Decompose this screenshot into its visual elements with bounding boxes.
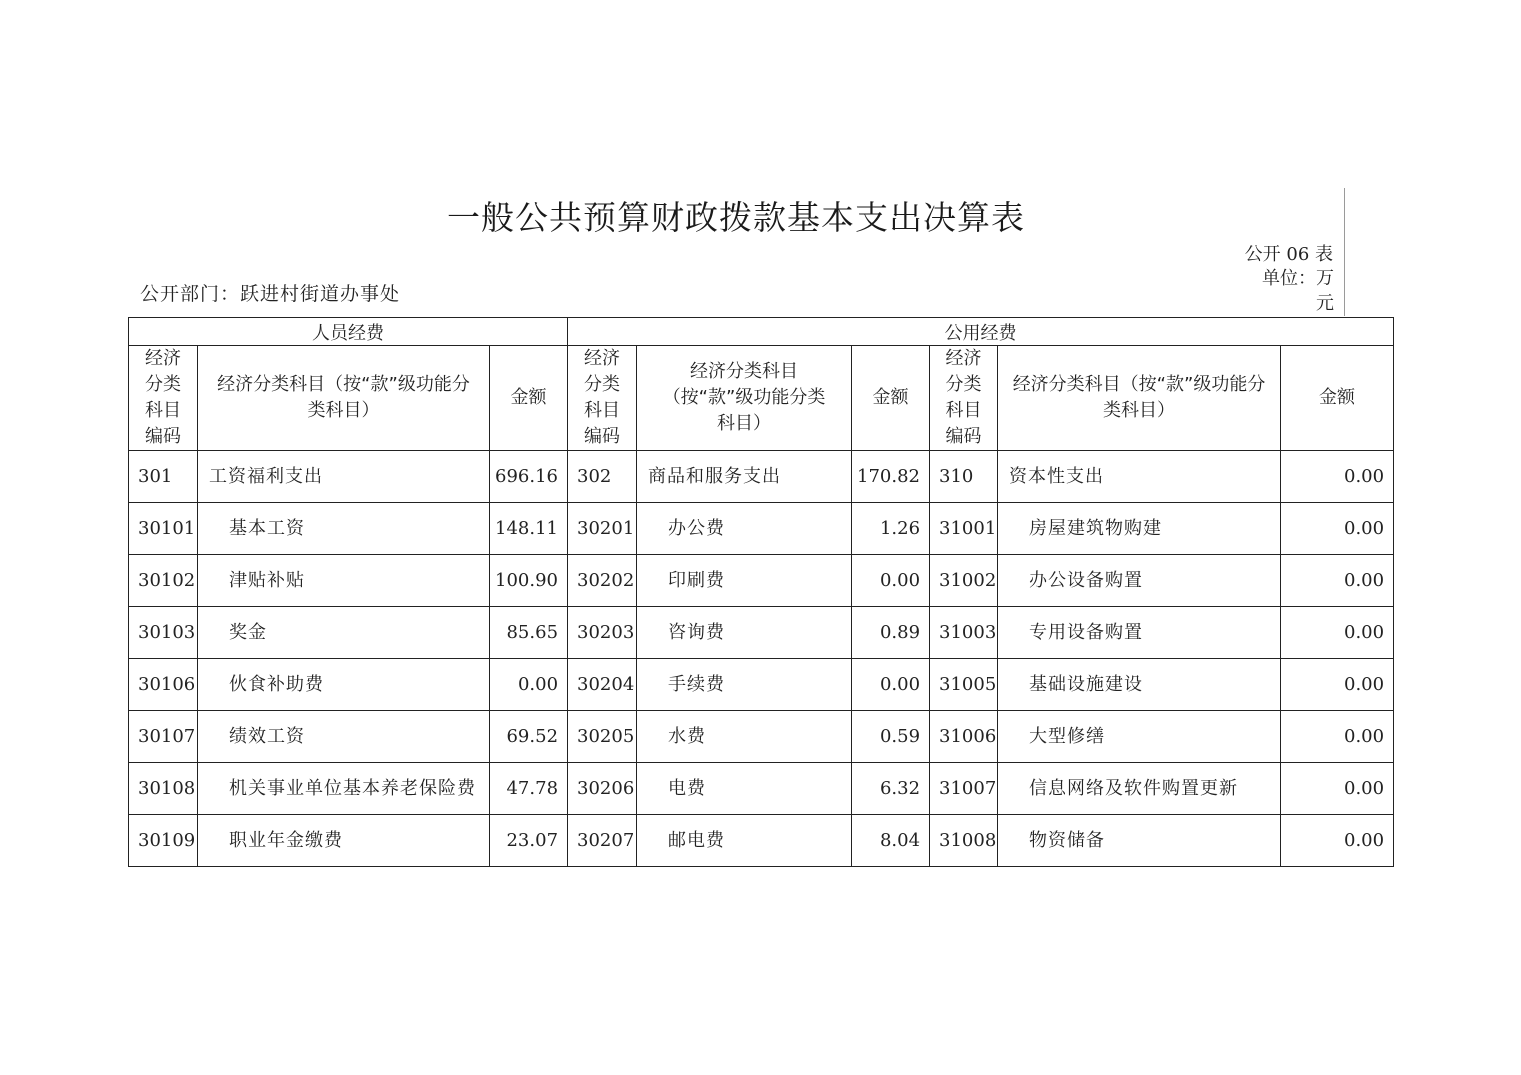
g-code-cell: 30207 (568, 815, 637, 867)
p-code-cell: 301 (129, 451, 198, 503)
c-code-cell: 31003 (930, 607, 998, 659)
g-name-cell: 办公费 (637, 503, 852, 555)
table-row (129, 607, 1394, 659)
p-code-cell: 30109 (129, 815, 198, 867)
p-code-cell: 30101 (129, 503, 198, 555)
page-border-line (1344, 188, 1345, 316)
g-amt-cell: 0.59 (852, 711, 930, 763)
p-amt-cell: 100.90 (490, 555, 568, 607)
p-code-cell: 30102 (129, 555, 198, 607)
table-row (129, 503, 1394, 555)
header-amount: 金额 (490, 346, 568, 451)
p-code-cell: 30106 (129, 659, 198, 711)
c-name-cell: 专用设备购置 (998, 607, 1281, 659)
unit-label: 单位：万元 (1262, 268, 1334, 314)
p-amt-cell: 148.11 (490, 503, 568, 555)
page-title: 一般公共预算财政拨款基本支出决算表 (447, 198, 1025, 237)
p-amt-cell: 69.52 (490, 711, 568, 763)
c-name-cell: 办公设备购置 (998, 555, 1281, 607)
section-public: 公用经费 (568, 318, 1394, 346)
p-amt-cell: 0.00 (490, 659, 568, 711)
g-name-cell: 商品和服务支出 (637, 451, 852, 503)
c-amt-cell: 0.00 (1281, 503, 1394, 555)
p-amt-cell: 47.78 (490, 763, 568, 815)
g-code-cell: 30201 (568, 503, 637, 555)
c-code-cell: 31006 (930, 711, 998, 763)
header-code: 经济分类科目编码 (568, 346, 637, 451)
section-personnel: 人员经费 (129, 318, 568, 346)
g-code-cell: 30203 (568, 607, 637, 659)
g-amt-cell: 6.32 (852, 763, 930, 815)
p-amt-cell: 85.65 (490, 607, 568, 659)
c-amt-cell: 0.00 (1281, 555, 1394, 607)
g-amt-cell: 0.89 (852, 607, 930, 659)
table-row (129, 451, 1394, 503)
p-code-cell: 30108 (129, 763, 198, 815)
g-name-cell: 电费 (637, 763, 852, 815)
p-name-cell: 机关事业单位基本养老保险费 (198, 763, 490, 815)
p-name-cell: 绩效工资 (198, 711, 490, 763)
p-name-cell: 伙食补助费 (198, 659, 490, 711)
c-name-cell: 大型修缮 (998, 711, 1281, 763)
c-code-cell: 31002 (930, 555, 998, 607)
c-amt-cell: 0.00 (1281, 451, 1394, 503)
p-code-cell: 30103 (129, 607, 198, 659)
p-name-cell: 基本工资 (198, 503, 490, 555)
g-code-cell: 30205 (568, 711, 637, 763)
g-amt-cell: 8.04 (852, 815, 930, 867)
table-row (129, 763, 1394, 815)
header-amount: 金额 (1281, 346, 1394, 451)
g-amt-cell: 0.00 (852, 659, 930, 711)
g-amt-cell: 170.82 (852, 451, 930, 503)
expenditure-table (128, 317, 1394, 867)
c-code-cell: 31007 (930, 763, 998, 815)
table-row (129, 711, 1394, 763)
g-amt-cell: 0.00 (852, 555, 930, 607)
g-name-cell: 水费 (637, 711, 852, 763)
c-code-cell: 31001 (930, 503, 998, 555)
p-amt-cell: 696.16 (490, 451, 568, 503)
p-name-cell: 奖金 (198, 607, 490, 659)
c-amt-cell: 0.00 (1281, 763, 1394, 815)
table-row (129, 815, 1394, 867)
c-amt-cell: 0.00 (1281, 659, 1394, 711)
c-amt-cell: 0.00 (1281, 607, 1394, 659)
table-row (129, 555, 1394, 607)
p-name-cell: 津贴补贴 (198, 555, 490, 607)
g-code-cell: 30206 (568, 763, 637, 815)
p-name-cell: 工资福利支出 (198, 451, 490, 503)
c-name-cell: 信息网络及软件购置更新 (998, 763, 1281, 815)
header-name: 经济分类科目（按“款”级功能分类科目） (998, 346, 1281, 451)
header-name: 经济分类科目（按“款”级功能分类科目） (637, 346, 852, 451)
header-code: 经济分类科目编码 (930, 346, 998, 451)
c-code-cell: 310 (930, 451, 998, 503)
p-name-cell: 职业年金缴费 (198, 815, 490, 867)
c-name-cell: 基础设施建设 (998, 659, 1281, 711)
c-name-cell: 资本性支出 (998, 451, 1281, 503)
g-name-cell: 咨询费 (637, 607, 852, 659)
g-name-cell: 手续费 (637, 659, 852, 711)
g-name-cell: 邮电费 (637, 815, 852, 867)
header-amount: 金额 (852, 346, 930, 451)
c-amt-cell: 0.00 (1281, 711, 1394, 763)
header-name: 经济分类科目（按“款”级功能分类科目） (198, 346, 490, 451)
g-code-cell: 30204 (568, 659, 637, 711)
g-code-cell: 30202 (568, 555, 637, 607)
header-code: 经济分类科目编码 (129, 346, 198, 451)
department-label: 公开部门：跃进村街道办事处 (140, 283, 401, 305)
g-name-cell: 印刷费 (637, 555, 852, 607)
g-amt-cell: 1.26 (852, 503, 930, 555)
c-code-cell: 31005 (930, 659, 998, 711)
form-number: 公开 06 表 (1244, 244, 1333, 265)
table-row (129, 659, 1394, 711)
p-code-cell: 30107 (129, 711, 198, 763)
p-amt-cell: 23.07 (490, 815, 568, 867)
c-name-cell: 房屋建筑物购建 (998, 503, 1281, 555)
c-amt-cell: 0.00 (1281, 815, 1394, 867)
c-name-cell: 物资储备 (998, 815, 1281, 867)
g-code-cell: 302 (568, 451, 637, 503)
c-code-cell: 31008 (930, 815, 998, 867)
